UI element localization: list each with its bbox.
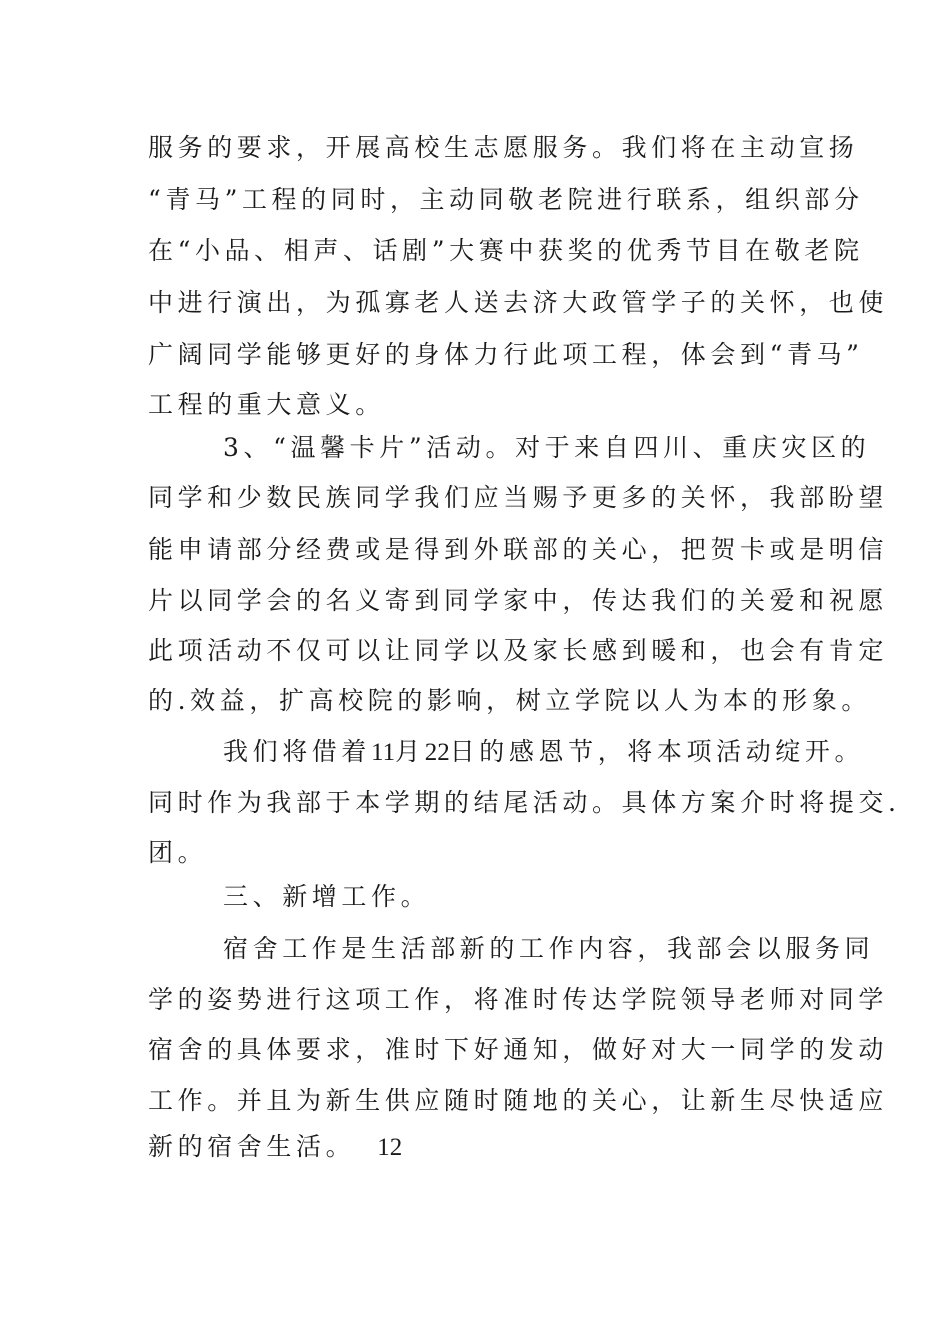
text-line: 学的姿势进行这项工作，将准时传达学院领导老师对同学 (148, 985, 889, 1014)
text-run: 月 (395, 737, 425, 766)
text-line: “青马”工程的同时，主动同敬老院进行联系，组织部分 (148, 185, 864, 214)
text-line: 此项活动不仅可以让同学以及家长感到暖和，也会有肯定 (148, 636, 889, 665)
number-run: 22 (424, 739, 450, 766)
text-line: 服务的要求，开展高校生志愿服务。我们将在主动宣扬 (148, 133, 859, 162)
text-line: 广阔同学能够更好的身体力行此项工程，体会到“青马” (148, 340, 864, 369)
text-run: 日的感恩节，将本项活动绽开。 (449, 737, 865, 766)
text-line: 的.效益，扩高校院的影响，树立学院以人为本的形象。 (148, 686, 871, 715)
text-line: 团。 (148, 838, 208, 867)
text-line: 工作。并且为新生供应随时随地的关心，让新生尽快适应 (148, 1086, 889, 1115)
text-line: 在“小品、相声、话剧”大赛中获奖的优秀节目在敬老院 (148, 236, 864, 265)
text-run: 新的宿舍生活。 (148, 1132, 356, 1161)
text-line: 工程的重大意义。 (148, 390, 385, 419)
section-heading: 三、新增工作。 (223, 882, 431, 911)
text-line: 同学和少数民族同学我们应当赐予更多的关怀，我部盼望 (148, 483, 889, 512)
number-run: 11 (371, 739, 396, 766)
text-line: 宿舍工作是生活部新的工作内容，我部会以服务同 (223, 934, 875, 963)
text-line: 3、“温馨卡片”活动。对于来自四川、重庆灾区的 (223, 433, 871, 462)
text-line: 中进行演出，为孤寡老人送去济大政管学子的关怀，也使 (148, 288, 889, 317)
text-line: 片以同学会的名义寄到同学家中，传达我们的关爱和祝愿 (148, 586, 889, 615)
page-number: 12 (377, 1134, 403, 1161)
text-line (223, 732, 865, 772)
text-run: 我们将借着 (223, 737, 372, 766)
text-line: 宿舍的具体要求，准时下好通知，做好对大一同学的发动 (148, 1035, 889, 1064)
text-line: 能申请部分经费或是得到外联部的关心，把贺卡或是明信 (148, 535, 889, 564)
text-line (148, 1127, 808, 1167)
text-line: 同时作为我部于本学期的结尾活动。具体方案介时将提交. (148, 788, 901, 817)
